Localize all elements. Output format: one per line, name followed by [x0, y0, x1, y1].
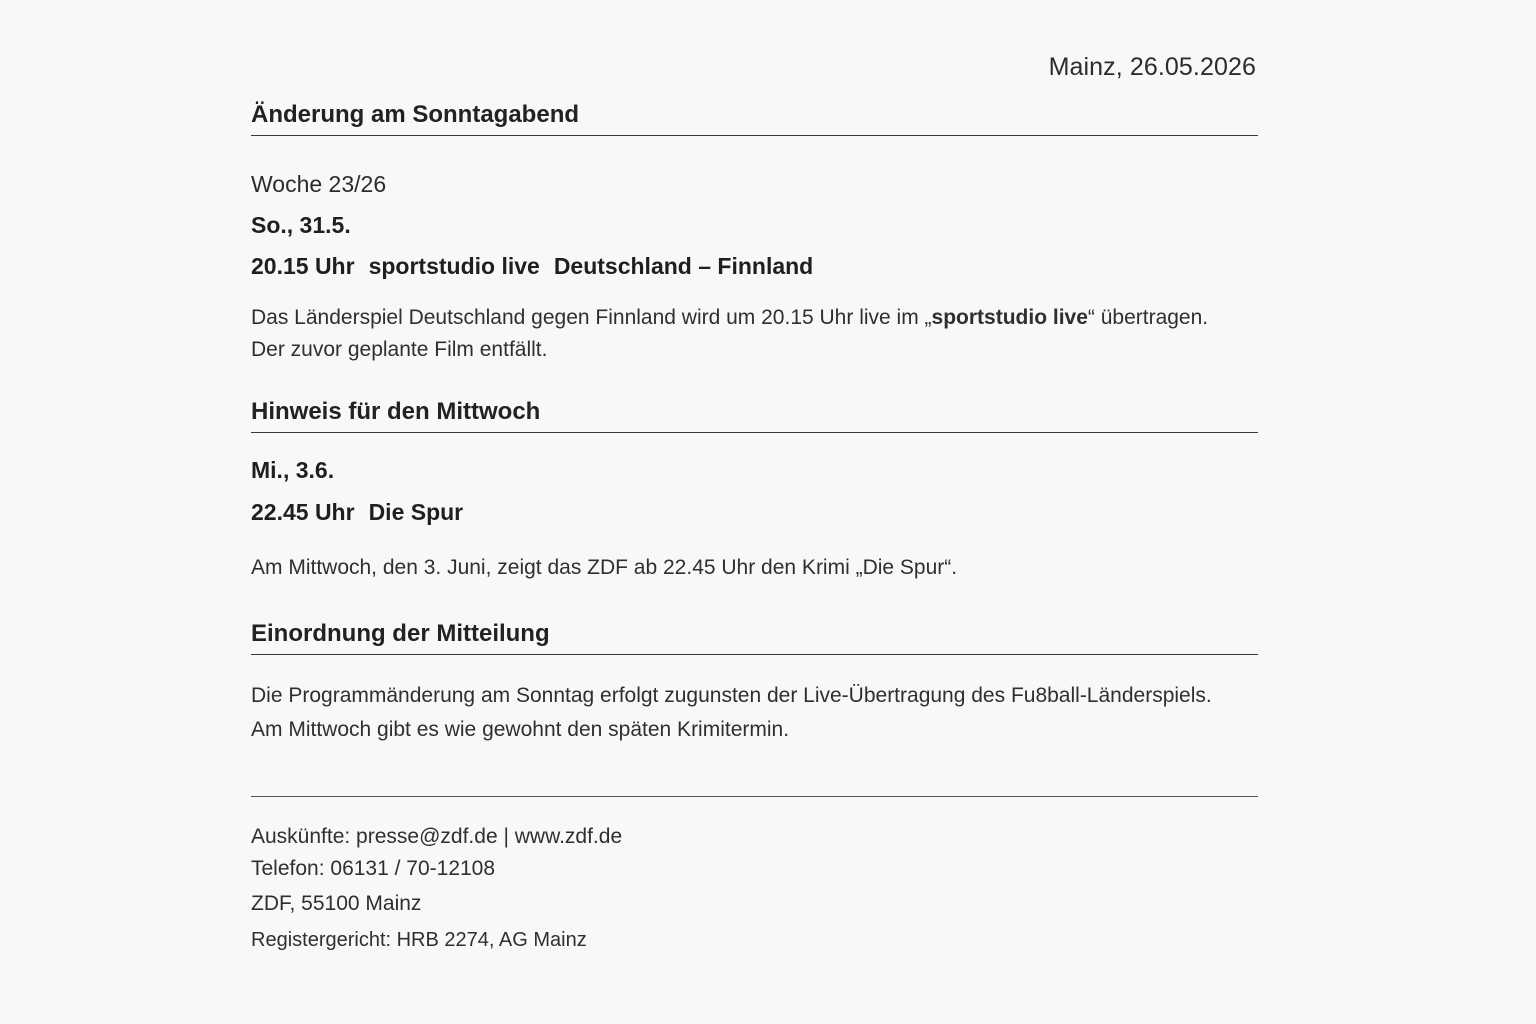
wednesday-date: Mi., 3.6. [251, 457, 335, 483]
sunday-date: So., 31.5. [251, 212, 351, 238]
context-line-1: Die Programmänderung am Sonntag erfolgt zugunsten der Live-Übertragung des Fu8ball-Länderspiels. [251, 684, 1212, 707]
sunday-description-line-1 [251, 302, 1208, 334]
sunday-description-text-start: Das Länderspiel Deutschland gegen Finnland wird um 20.15 Uhr live im „ [251, 306, 932, 329]
sunday-program-title: sportstudio live [368, 253, 540, 279]
context-line-2: Am Mittwoch gibt es wie gewohnt den späten Krimitermin. [251, 718, 790, 741]
wednesday-program-line [251, 498, 463, 526]
sunday-description-program: sportstudio live [931, 306, 1088, 329]
sunday-description-line-2: Der zuvor geplante Film entfällt. [251, 338, 548, 361]
sunday-program-line [251, 252, 813, 280]
footer-contact: Auskünfte: presse@zdf.de | www.zdf.de [251, 825, 623, 848]
footer-phone: Telefon: 06131 / 70-12108 [251, 857, 496, 880]
week-label: Woche 23/26 [251, 171, 387, 197]
sunday-program-time: 20.15 Uhr [251, 253, 355, 279]
footer-address: ZDF, 55100 Mainz [251, 892, 422, 915]
footer-register: Registergericht: HRB 2274, AG Mainz [251, 929, 587, 951]
section-title-wednesday-note: Hinweis für den Mittwoch [251, 398, 1258, 433]
section-title-context: Einordnung der Mitteilung [251, 620, 1258, 655]
footer-divider [251, 796, 1258, 797]
wednesday-program-time: 22.45 Uhr [251, 499, 355, 525]
wednesday-description: Am Mittwoch, den 3. Juni, zeigt das ZDF ab 22.45 Uhr den Krimi „Die Spur“. [251, 556, 958, 579]
sunday-description-text-end: “ übertragen. [1087, 306, 1209, 329]
wednesday-program-title: Die Spur [368, 499, 464, 525]
sunday-program-match: Deutschland – Finnland [553, 253, 814, 279]
release-date: Mainz, 26.05.2026 [1048, 53, 1256, 81]
section-title-sunday-change: Änderung am Sonntagabend [251, 101, 1258, 136]
